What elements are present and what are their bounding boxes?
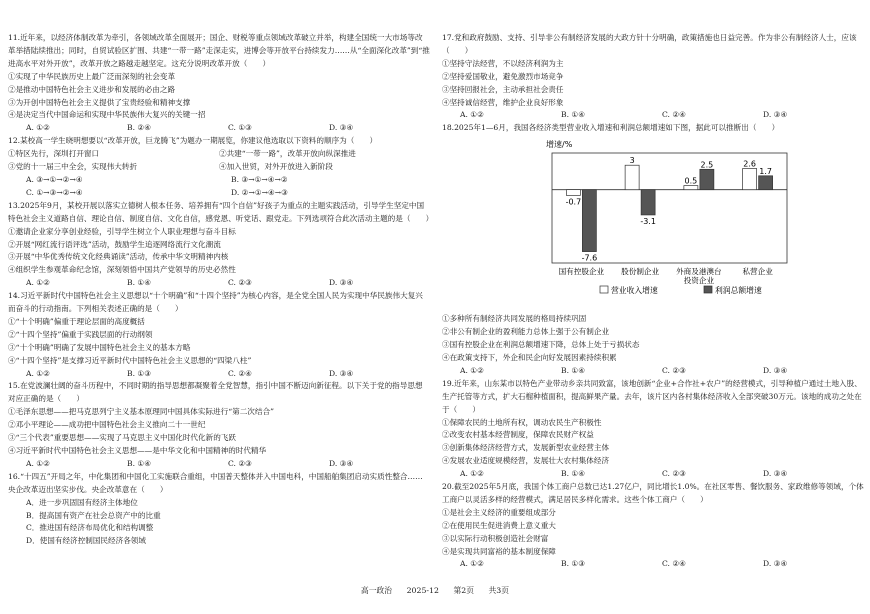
question-stem: 17.党和政府鼓励、支持、引导非公有制经济发展的大政方针十分明确，政策措施也日益完善。作为非公有制经济人士，应该（ ）	[442, 33, 857, 55]
footer-total: 共3页	[488, 586, 510, 595]
statement: ②在使用民生促进消费上意义重大	[442, 520, 556, 530]
choice-c[interactable]: C. ①③	[228, 123, 252, 133]
choice-a[interactable]: A. ①②	[460, 110, 484, 120]
question-17	[442, 32, 864, 122]
statement: ①是社会主义经济的重要组成部分	[442, 507, 556, 517]
statement: ①实现了中华民族历史上最广泛而深刻的社会变革	[8, 71, 176, 81]
choice-c[interactable]: C. ②④	[662, 110, 686, 120]
growth-chart	[442, 135, 864, 313]
category-label: 外商及港澳台	[676, 267, 722, 277]
choice-b[interactable]: B. ①③	[127, 368, 152, 378]
legend-swatch-profit	[704, 286, 712, 293]
choice-a[interactable]: A. ①②	[460, 559, 484, 569]
choice-b[interactable]: B．提高国有资产在社会总资产中的比重	[26, 510, 161, 520]
choice-b[interactable]: B. ①④	[127, 278, 152, 288]
bar-chart	[442, 135, 864, 313]
choices	[8, 368, 430, 381]
statement: ④组织学生参观革命纪念馆，深刻领悟中国共产党领导的历史必然性	[8, 265, 236, 275]
question-stem: 14.习近平新时代中国特色社会主义思想以“十个明确”和“十四个坚持”为核心内容，是全党全国人民为实现中华民族伟大复兴而奋斗的行动指南。下列相关表述正确的是（ ）	[8, 291, 423, 314]
choices	[442, 558, 864, 571]
data-label: -3.1	[640, 217, 656, 227]
choices	[8, 277, 430, 290]
statement: ③“三个代表”重要思想——实现了马克思主义中国化时代化新的飞跃	[8, 433, 236, 443]
choice-c[interactable]: C. ②③	[228, 278, 252, 288]
statement: ①坚持守法经营，不以经济利润为主	[442, 58, 564, 68]
statement: ③以实际行动积极创造社会财富	[442, 533, 549, 543]
left-column	[8, 32, 434, 548]
statement: ②坚持爱国敬业，避免激烈市场竞争	[442, 71, 564, 81]
choice-c[interactable]: C. ②③	[662, 365, 686, 375]
statement: ②邓小平理论——成功把中国特色社会主义推向二十一世纪	[8, 420, 206, 430]
choice-a[interactable]: A. ①②	[26, 458, 50, 468]
choice-a[interactable]: A. ①②	[26, 123, 50, 133]
statement: ④是实现共同富裕的基本制度保障	[442, 546, 556, 556]
question-13	[8, 200, 434, 290]
choice-b[interactable]: B. ①④	[561, 469, 586, 479]
statement: ③党的十一届三中全会，实现伟大转折	[8, 162, 138, 172]
choice-c[interactable]: C. ②③	[662, 469, 686, 479]
statement: ②共建“一带一路”，改革开放向纵深推进	[219, 149, 356, 159]
statement: ②非公有制企业的盈利能力总体上强于公有制企业	[442, 327, 610, 337]
choice-a[interactable]: A. ③→①→②→④	[26, 174, 83, 184]
choices	[8, 174, 430, 187]
question-stem: 16.“十四五”开局之年，中化集团和中国化工实施联合重组，中国普天整体并入中国电科，中国船舶集团启动实质性整合……央企改革迈出坚实步伐。央企改革意在（ ）	[8, 471, 423, 494]
choices	[8, 187, 430, 200]
legend-label-profit: 利润总额增速	[715, 286, 762, 296]
revenue-bar	[684, 186, 698, 190]
statement: ③坚持回报社会，主动承担社会责任	[442, 84, 564, 94]
y-axis-label: 增速/%	[546, 140, 573, 150]
statement: ③开展“中华优秀传统文化经典诵读”活动，传承中华文明精神内核	[8, 252, 229, 262]
choice-b[interactable]: B. ①④	[561, 365, 586, 375]
statement: ②开展“网红流行语评选”活动，鼓励学生追逐网络流行文化潮流	[8, 239, 221, 249]
statement-row	[8, 148, 430, 161]
right-column	[442, 32, 864, 571]
data-label: -0.7	[565, 197, 582, 207]
statement: ①“十个明确”偏重于理论层面的高度概括	[8, 316, 145, 326]
question-20	[442, 481, 864, 571]
choice-d[interactable]: D. ③④	[763, 110, 788, 120]
question-stem: 18.2025年1—6月，我国各经济类型营业收入增速和利润总额增速如下图，据此可以推断出（ ）	[442, 123, 780, 133]
statement: ①邀请企业家分享创业经验，引导学生树立个人职业理想与奋斗目标	[8, 226, 236, 236]
question-stem: 11.近年来，以经济体制改革为牵引，各领域改革全面展开；国企、财税等重点领域改革破立并举，构建全国统一大市场等改革举措陆续推出；同时，自贸试验区扩围、共建“一带一路”走深走实，进博会等开放平台持续发力……从“全面深化改革”到“推进高水平对外开放”，改革开放之路越走越坚定。这充分说明改革开放（ ）	[8, 33, 430, 68]
question-11	[8, 32, 430, 135]
choice-b[interactable]: B. ①④	[127, 458, 152, 468]
question-stem: 13.2025年9月，某校开展以落实立德树人根本任务、培养拥有“四个自信”好孩子为重点的主题实践活动，引导学生坚定中国特色社会主义道路自信、理论自信、制度自信、文化自信，感党恩、听党话、跟党走。下列选项符合此次活动主题的是（ ）	[8, 200, 434, 223]
choice-b[interactable]: B. ②④	[127, 123, 152, 133]
choices	[8, 458, 430, 471]
choice-d[interactable]: D. ③④	[329, 458, 354, 468]
question-19	[442, 378, 864, 481]
choice-c[interactable]: C. ②④	[228, 368, 252, 378]
statement: ①保障农民的土地所有权，调动农民生产积极性	[442, 417, 602, 427]
question-14	[8, 290, 430, 380]
choice-d[interactable]: D．使国有经济控制国民经济各领域	[26, 536, 146, 546]
data-label: 1.7	[759, 167, 772, 177]
question-stem: 12.某校高一学生晓明想要以“改革开放，巨龙腾飞”为题办一期展览，你建议他选取以下资料的顺序为（ ）	[8, 136, 378, 146]
footer-date: 2025-12	[406, 586, 439, 595]
question-stem: 19.近年来，山东某市以特色产业带动乡亲共同致富，该地创新“企业+合作社+农户”的经营模式，引导种植户通过土地入股、生产托管等方式，扩大石榴种植面积，提高鲜果产量。去年，该片区内各村集体经济收入全部突破30万元。该地的成功之处在于（ ）	[442, 378, 862, 414]
statement: ①特区先行，深圳打开窗口	[8, 149, 100, 159]
statement: ②改变农村基本经营制度，保障农民财产权益	[442, 430, 594, 440]
choice-a[interactable]: A. ①②	[460, 469, 484, 479]
revenue-bar	[743, 169, 757, 190]
choices	[442, 468, 864, 481]
choice-d[interactable]: D. ②→①→④→③	[231, 187, 288, 197]
data-label: 3	[629, 156, 635, 166]
statement: ③“十个明确”明确了发展中国特色社会主义的基本方略	[8, 342, 191, 352]
choice-b[interactable]: B. ③→①→④→②	[231, 174, 288, 184]
data-label: 2.5	[700, 160, 714, 170]
choices	[442, 365, 864, 378]
statement: ②“十四个坚持”偏重于实践层面的行动纲领	[8, 329, 153, 339]
choice-a[interactable]: A．进一步巩固国有经济主体地位	[26, 497, 138, 507]
statement: ③为开创中国特色社会主义提供了宝贵经验和精神支撑	[8, 97, 191, 107]
statement: ④坚持诚信经营，维护企业良好形象	[442, 97, 564, 107]
profit-bar	[759, 176, 773, 190]
choice-c[interactable]: C．推进国有经济布局优化和结构调整	[26, 523, 154, 533]
choice-a[interactable]: A. ①②	[26, 278, 50, 288]
choice-d[interactable]: D. ③④	[763, 365, 788, 375]
statement: ④加入世贸，对外开放进入新阶段	[219, 162, 333, 172]
choice-d[interactable]: D. ③④	[763, 469, 788, 479]
statement: ④“十四个坚持”是支撑习近平新时代中国特色社会主义思想的“四梁八柱”	[8, 355, 252, 365]
data-label: 0.5	[684, 176, 698, 186]
statement: ③创新集体经济经营方式，发展新型农业经营主体	[442, 443, 610, 453]
footer-page: 第2页	[453, 586, 475, 595]
statement: ①毛泽东思想——把马克思列宁主义基本原理同中国具体实际进行“第二次结合”	[8, 407, 274, 417]
question-stem: 15.在党波澜壮阔的奋斗历程中，不同时期的指导思想都凝聚着全党智慧，指引中国不断迈向新征程。以下关于党的指导思想对应正确的是（ ）	[8, 381, 423, 404]
choice-a[interactable]: A. ①②	[26, 368, 50, 378]
data-label: -7.6	[581, 253, 598, 263]
data-label: 2.6	[743, 159, 756, 169]
question-12	[8, 135, 430, 200]
choices	[442, 109, 864, 122]
statement: ④习近平新时代中国特色社会主义思想——是中华文化和中国精神的时代精华	[8, 446, 267, 455]
statement: ④是决定当代中国命运和实现中华民族伟大复兴的关键一招	[8, 110, 206, 120]
profit-bar	[641, 190, 655, 215]
choice-c[interactable]: C. ②③	[228, 458, 252, 468]
question-stem: 20.截至2025年5月底，我国个体工商户总数已达1.27亿户，同比增长1.0%。在社区零售、餐饮服务、家政维修等领域，个体工商户以灵活多样的经营模式，满足居民多样化需求。这些个体工商户（ ）	[442, 482, 864, 504]
category-label: 国有控股企业	[558, 267, 605, 277]
statement-row	[8, 161, 430, 174]
statement: ①多种所有制经济共同发展的格局持续巩固	[442, 314, 587, 324]
question-16	[8, 471, 430, 548]
category-label: 私营企业	[742, 267, 773, 277]
statement: ④发展农业适度规模经营，发展壮大农村集体经济	[442, 456, 610, 466]
profit-bar	[700, 170, 714, 190]
legend-label-revenue: 营业收入增速	[611, 286, 658, 296]
revenue-bar	[566, 190, 580, 196]
statement: ③国有控股企业在利润总额增速下降，总体上处于亏损状态	[442, 340, 640, 350]
question-15	[8, 380, 430, 470]
choice-d[interactable]: D. ③④	[329, 278, 354, 288]
question-18	[442, 122, 864, 377]
footer-subject: 高一政治	[360, 586, 393, 595]
page-footer	[0, 585, 870, 596]
choice-d[interactable]: D. ③④	[763, 559, 788, 569]
statement: ④在政策支持下，外企和民企向好发展因素持续积累	[442, 352, 617, 362]
choice-c[interactable]: C. ②④	[662, 559, 686, 569]
choice-d[interactable]: D. ③④	[329, 368, 354, 378]
choice-b[interactable]: B. ①④	[561, 110, 586, 120]
choice-b[interactable]: B. ①③	[561, 559, 586, 569]
choice-a[interactable]: A. ①②	[460, 365, 484, 375]
profit-bar	[582, 190, 596, 252]
legend-swatch-revenue	[600, 286, 608, 293]
choice-d[interactable]: D. ③④	[329, 123, 354, 133]
choices	[8, 122, 430, 135]
category-label: 股份制企业	[621, 267, 660, 277]
choice-c[interactable]: C. ①→③→②→④	[26, 187, 83, 197]
category-label: 投资企业	[683, 276, 715, 286]
statement: ②是推动中国特色社会主义进步和发展的必由之路	[8, 84, 176, 94]
revenue-bar	[625, 165, 639, 189]
